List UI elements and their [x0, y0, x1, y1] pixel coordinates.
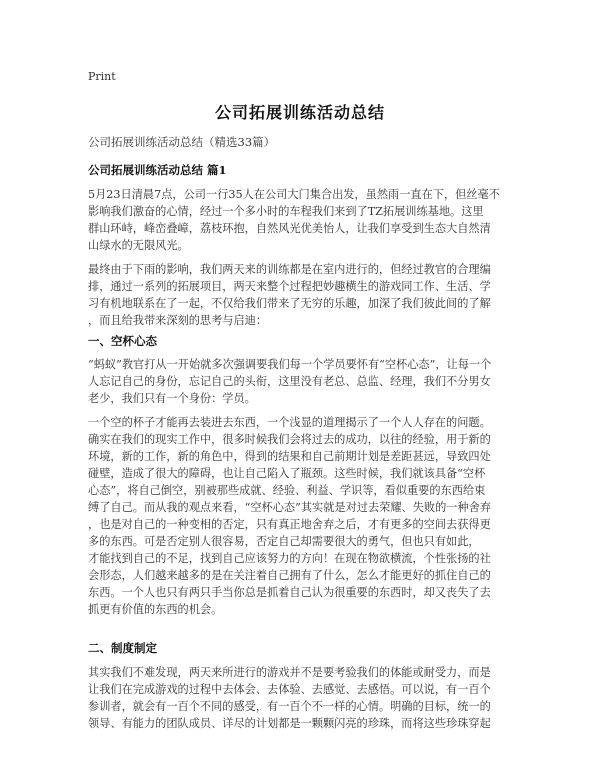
paragraph-line: 一个空的杯子才能再去装进去东西，一个浅显的道理揭示了一个人人存在的问题。 — [88, 416, 491, 429]
paragraph-line: ，而且给我带来深刻的思考与启迪： — [88, 314, 268, 327]
print-link[interactable]: Print — [88, 70, 116, 83]
section-title: 公司拓展训练活动总结 篇1 — [88, 163, 227, 177]
heading-rules: 二、制度制定 — [88, 641, 157, 655]
paragraph-line: 参训者，就会有一百个不同的感受，有一百个不一样的心情。明确的目标，统一的 — [88, 700, 491, 713]
paragraph-line: 会形态，人们越来越多的是在关注着自己拥有了什么，怎么才能更好的抓住自己的 — [88, 569, 491, 582]
paragraph-3 — [88, 356, 514, 407]
paragraph-1 — [88, 186, 514, 254]
paragraph-line: 排，通过一系列的拓展项目，两天来整个过程把妙趣横生的游戏同工作、生活、学 — [88, 280, 491, 293]
paragraph-line: 5月23日清晨7点，公司一行35人在公司大门集合出发，虽然雨一直在下，但丝毫不 — [88, 188, 500, 201]
document-subtitle: 公司拓展训练活动总结（精选33篇） — [88, 135, 276, 149]
paragraph-line: “蚂蚁”教官打从一开始就多次强调要我们每一个学员要怀有“空杯心态”，让每一个 — [88, 358, 492, 371]
paragraph-line: 山绿水的无限风光。 — [88, 239, 189, 252]
paragraph-line: 习有机地联系在了一起，不仅给我们带来了无穷的乐趣，加深了我们彼此间的了解 — [88, 297, 491, 310]
paragraph-line: 东西。一个人也只有两只手当你总是抓着自己认为很重要的东西时，却又丧失了去 — [88, 586, 491, 599]
paragraph-line: 环境，新的工作，新的角色中，得到的结果和自己前期计划是差距甚远，导致四处 — [88, 450, 491, 463]
paragraph-line: 碰壁，造成了很大的障碍，也让自己陷入了瓶颈。这些时候，我们就该具备“空杯 — [88, 467, 486, 480]
paragraph-line: ，也是对自己的一种变相的否定，只有真正地舍弃之后，才有更多的空间去获得更 — [88, 518, 491, 531]
paragraph-line: 人忘记自己的身份，忘记自己的头衔，这里没有老总、总监、经理，我们不分男女 — [88, 375, 491, 388]
paragraph-5 — [88, 664, 514, 732]
paragraph-line: 领导、有能力的团队成员、详尽的计划都是一颗颗闪亮的珍珠，而将这些珍珠穿起 — [88, 717, 491, 730]
paragraph-line: 最终由于下雨的影响，我们两天来的训练都是在室内进行的，但经过教官的合理编 — [88, 263, 491, 276]
paragraph-line: 缚了自己。而从我的观点来看，“空杯心态”其实就是对过去荣耀、失败的一种舍弃 — [88, 501, 492, 514]
paragraph-line: 影响我们激奋的心情，经过一个多小时的车程我们来到了TZ拓展训练基地。这里 — [88, 205, 484, 218]
paragraph-line: 确实在我们的现实工作中，很多时候我们会将过去的成功，以往的经验，用于新的 — [88, 433, 491, 446]
paragraph-line: 让我们在完成游戏的过程中去体会、去体验、去感觉、去感悟。可以说，有一百个 — [88, 683, 491, 696]
paragraph-line: 才能找到自己的不足，找到自己应该努力的方向！在现在物欲横流，个性张扬的社 — [88, 552, 491, 565]
paragraph-line: 多的东西。可是否定别人很容易，否定自己却需要很大的勇气，但也只有如此， — [88, 535, 480, 548]
page-title: 公司拓展训练活动总结 — [214, 103, 385, 122]
paragraph-line: 抓更有价值的东西的机会。 — [88, 603, 223, 616]
paragraph-line: 其实我们不难发现，两天来所进行的游戏并不是要考验我们的体能或耐受力，而是 — [88, 666, 491, 679]
paragraph-4 — [88, 414, 514, 618]
heading-empty-cup: 一、空杯心态 — [88, 334, 157, 348]
paragraph-2 — [88, 261, 514, 329]
paragraph-line: 心态”，将自己倒空，别被那些成就、经验、利益、学识等，看似重要的东西给束 — [88, 484, 486, 497]
paragraph-line: 老少，我们只有一个身份：学员。 — [88, 392, 256, 405]
paragraph-line: 群山环峙，峰峦叠嶂，荔枝环抱，自然风光优美怡人，让我们享受到生态大自然清 — [88, 222, 491, 235]
